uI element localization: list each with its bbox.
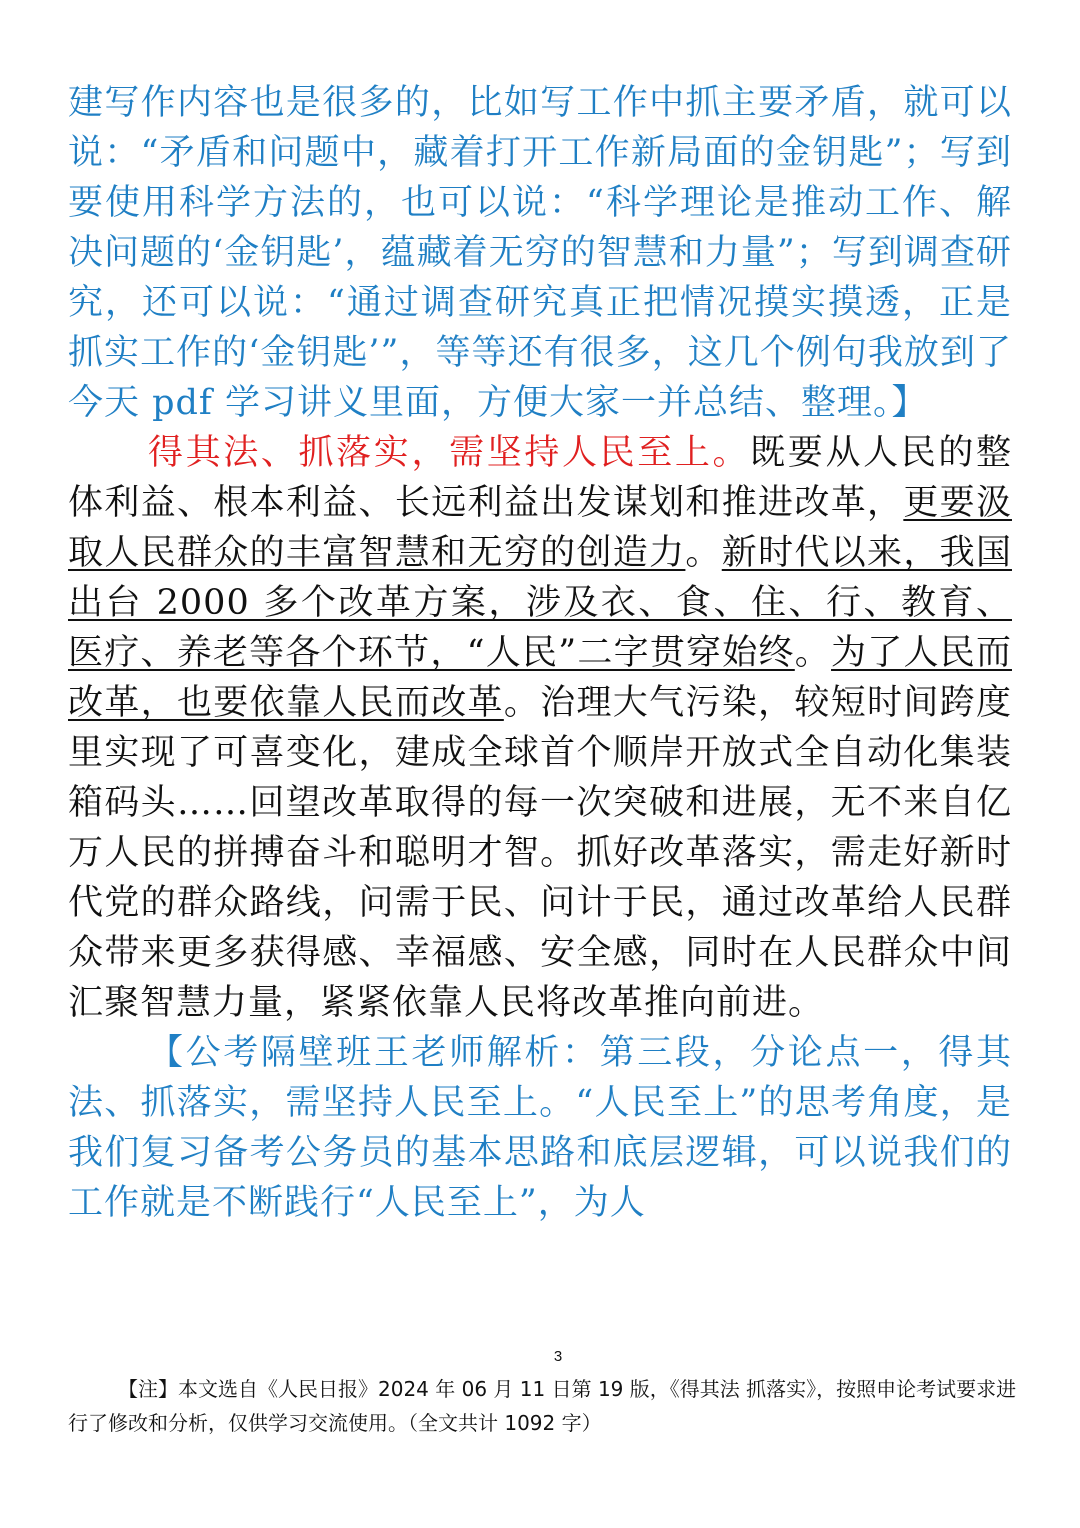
underlined-text-3: 为了人民而改革，也要依靠人民而改革	[68, 633, 1012, 723]
body-text-3: 。	[794, 633, 832, 673]
page-number: 3	[553, 1348, 563, 1365]
teacher-analysis: 【公考隔壁班王老师解析：第三段，分论点一，得其法、抓落实，需坚持人民至上。“人民至上”的思考角度，是我们复习备考公务员的基本思路和底层逻辑，可以说我们的工作就是不断践行“人民至上”，为人	[68, 1033, 1012, 1223]
body-text-2: 。	[685, 533, 722, 573]
analysis-continuation: 建写作内容也是很多的，比如写工作中抓主要矛盾，就可以说：“矛盾和问题中，藏着打开工作新局面的金钥匙”；写到要使用科学方法的，也可以说：“科学理论是推动工作、解决问题的‘金钥匙’，蕴藏着无穷的智慧和力量”；写到调查研究，还可以说：“通过调查研究真正把情况摸实摸透，正是抓实工作的‘金钥匙’”，等等还有很多，这几个例句我放到了今天 pdf 学习讲义里面，方便大家一并总结、整理。】	[68, 83, 1012, 423]
article-body	[68, 78, 1012, 1228]
paragraph-people-first	[68, 428, 1012, 1028]
body-text-4: 。治理大气污染，较短时间跨度里实现了可喜变化，建成全球首个顺岸开放式全自动化集装箱码头……回望改革取得的每一次突破和进展，无不来自亿万人民的拼搏奋斗和聪明才智。抓好改革落实，需走好新时代党的群众路线，问需于民、问计于民，通过改革给人民群众带来更多获得感、幸福感、安全感，同时在人民群众中间汇聚智慧力量，紧紧依靠人民将改革推向前进。	[68, 683, 1012, 1023]
underlined-text-2: 新时代以来，我国出台 2000 多个改革方案，涉及衣、食、住、行、教育、医疗、养老等各个环节，“人民”二字贯穿始终	[68, 533, 1012, 673]
underlined-text-1: 更要汲取人民群众的丰富智慧和无穷的创造力	[68, 483, 1012, 573]
body-text-1: 既要从人民的整体利益、根本利益、长远利益出发谋划和推进改革，	[68, 433, 1012, 523]
section-heading: 得其法、抓落实，需坚持人民至上。	[148, 433, 751, 473]
source-footnote: 【注】本文选自《人民日报》2024 年 06 月 11 日第 19 版，《得其法 抓落实》，按照申论考试要求进行了修改和分析，仅供学习交流使用。（全文共计 1092 字）	[68, 1377, 1017, 1435]
